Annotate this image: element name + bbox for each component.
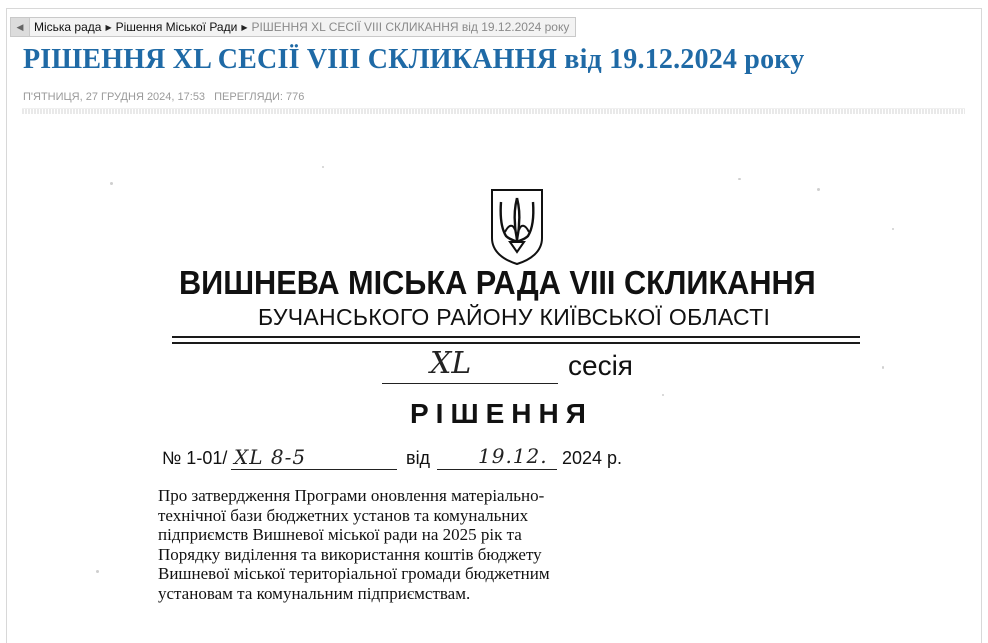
scan-speck: [738, 178, 741, 180]
subject-line: підприємств Вишневої міської ради на 2025 рік та: [158, 525, 522, 544]
breadcrumb-back-icon[interactable]: ◀: [11, 18, 30, 36]
from-label: від: [406, 448, 431, 468]
session-label: сесія: [568, 350, 633, 381]
breadcrumb: [10, 17, 576, 37]
number-blank-line: [231, 469, 397, 470]
decision-year: 2024 р.: [562, 448, 623, 468]
subject-line: Про затвердження Програми оновлення матеріально-: [158, 486, 545, 505]
decision-number-handwritten: XL 8-5: [234, 445, 307, 469]
council-name: ВИШНЕВА МІСЬКА РАДА VIII СКЛИКАННЯ: [179, 264, 816, 301]
page-title[interactable]: РІШЕННЯ XL СЕСІЇ VIII СКЛИКАННЯ від 19.12.2024 року: [23, 44, 805, 75]
decision-number-prefix: № 1-01/: [162, 448, 228, 468]
subject-line: Вишневої міської територіальної громади бюджетним: [158, 564, 550, 583]
scan-speck: [892, 228, 894, 230]
trident-coat-of-arms-icon: [488, 186, 546, 266]
session-blank-line: [382, 383, 558, 384]
divider: [22, 108, 965, 114]
breadcrumb-separator-icon: ▶: [241, 22, 248, 32]
scan-speck: [96, 570, 99, 573]
header-rule: [172, 342, 860, 344]
decision-heading: РІШЕННЯ: [410, 398, 593, 429]
article-meta: [23, 91, 304, 103]
header-rule: [172, 336, 860, 338]
subject-line: установам та комунальним підприємствам.: [158, 583, 471, 603]
decision-subject: [158, 486, 620, 603]
breadcrumb-separator-icon: ▶: [105, 22, 112, 32]
view-count: ПЕРЕГЛЯДИ: 776: [214, 91, 305, 103]
scan-speck: [817, 188, 820, 191]
session-number-handwritten: XL: [430, 346, 472, 381]
decision-date-handwritten: 19.12.: [478, 444, 548, 468]
breadcrumb-item-council-decisions[interactable]: Рішення Міської Ради: [115, 20, 238, 34]
subject-line: Порядку виділення та використання коштів бюджету: [158, 544, 542, 564]
scan-speck: [322, 166, 324, 168]
council-region: БУЧАНСЬКОГО РАЙОНУ КИЇВСЬКОЇ ОБЛАСТІ: [258, 304, 771, 330]
date-blank-line: [437, 469, 557, 470]
subject-line: технічної бази бюджетних установ та комунальних: [158, 505, 529, 525]
breadcrumb-item-city-council[interactable]: Міська рада: [34, 20, 102, 34]
breadcrumb-current: РІШЕННЯ XL СЕСІЇ VIII СКЛИКАННЯ від 19.12.2024 року: [251, 20, 570, 34]
scan-speck: [110, 182, 113, 185]
published-date: П'ЯТНИЦЯ, 27 ГРУДНЯ 2024, 17:53: [23, 91, 206, 103]
scan-speck: [662, 394, 664, 396]
scan-speck: [882, 366, 884, 369]
scanned-document: [22, 118, 965, 642]
